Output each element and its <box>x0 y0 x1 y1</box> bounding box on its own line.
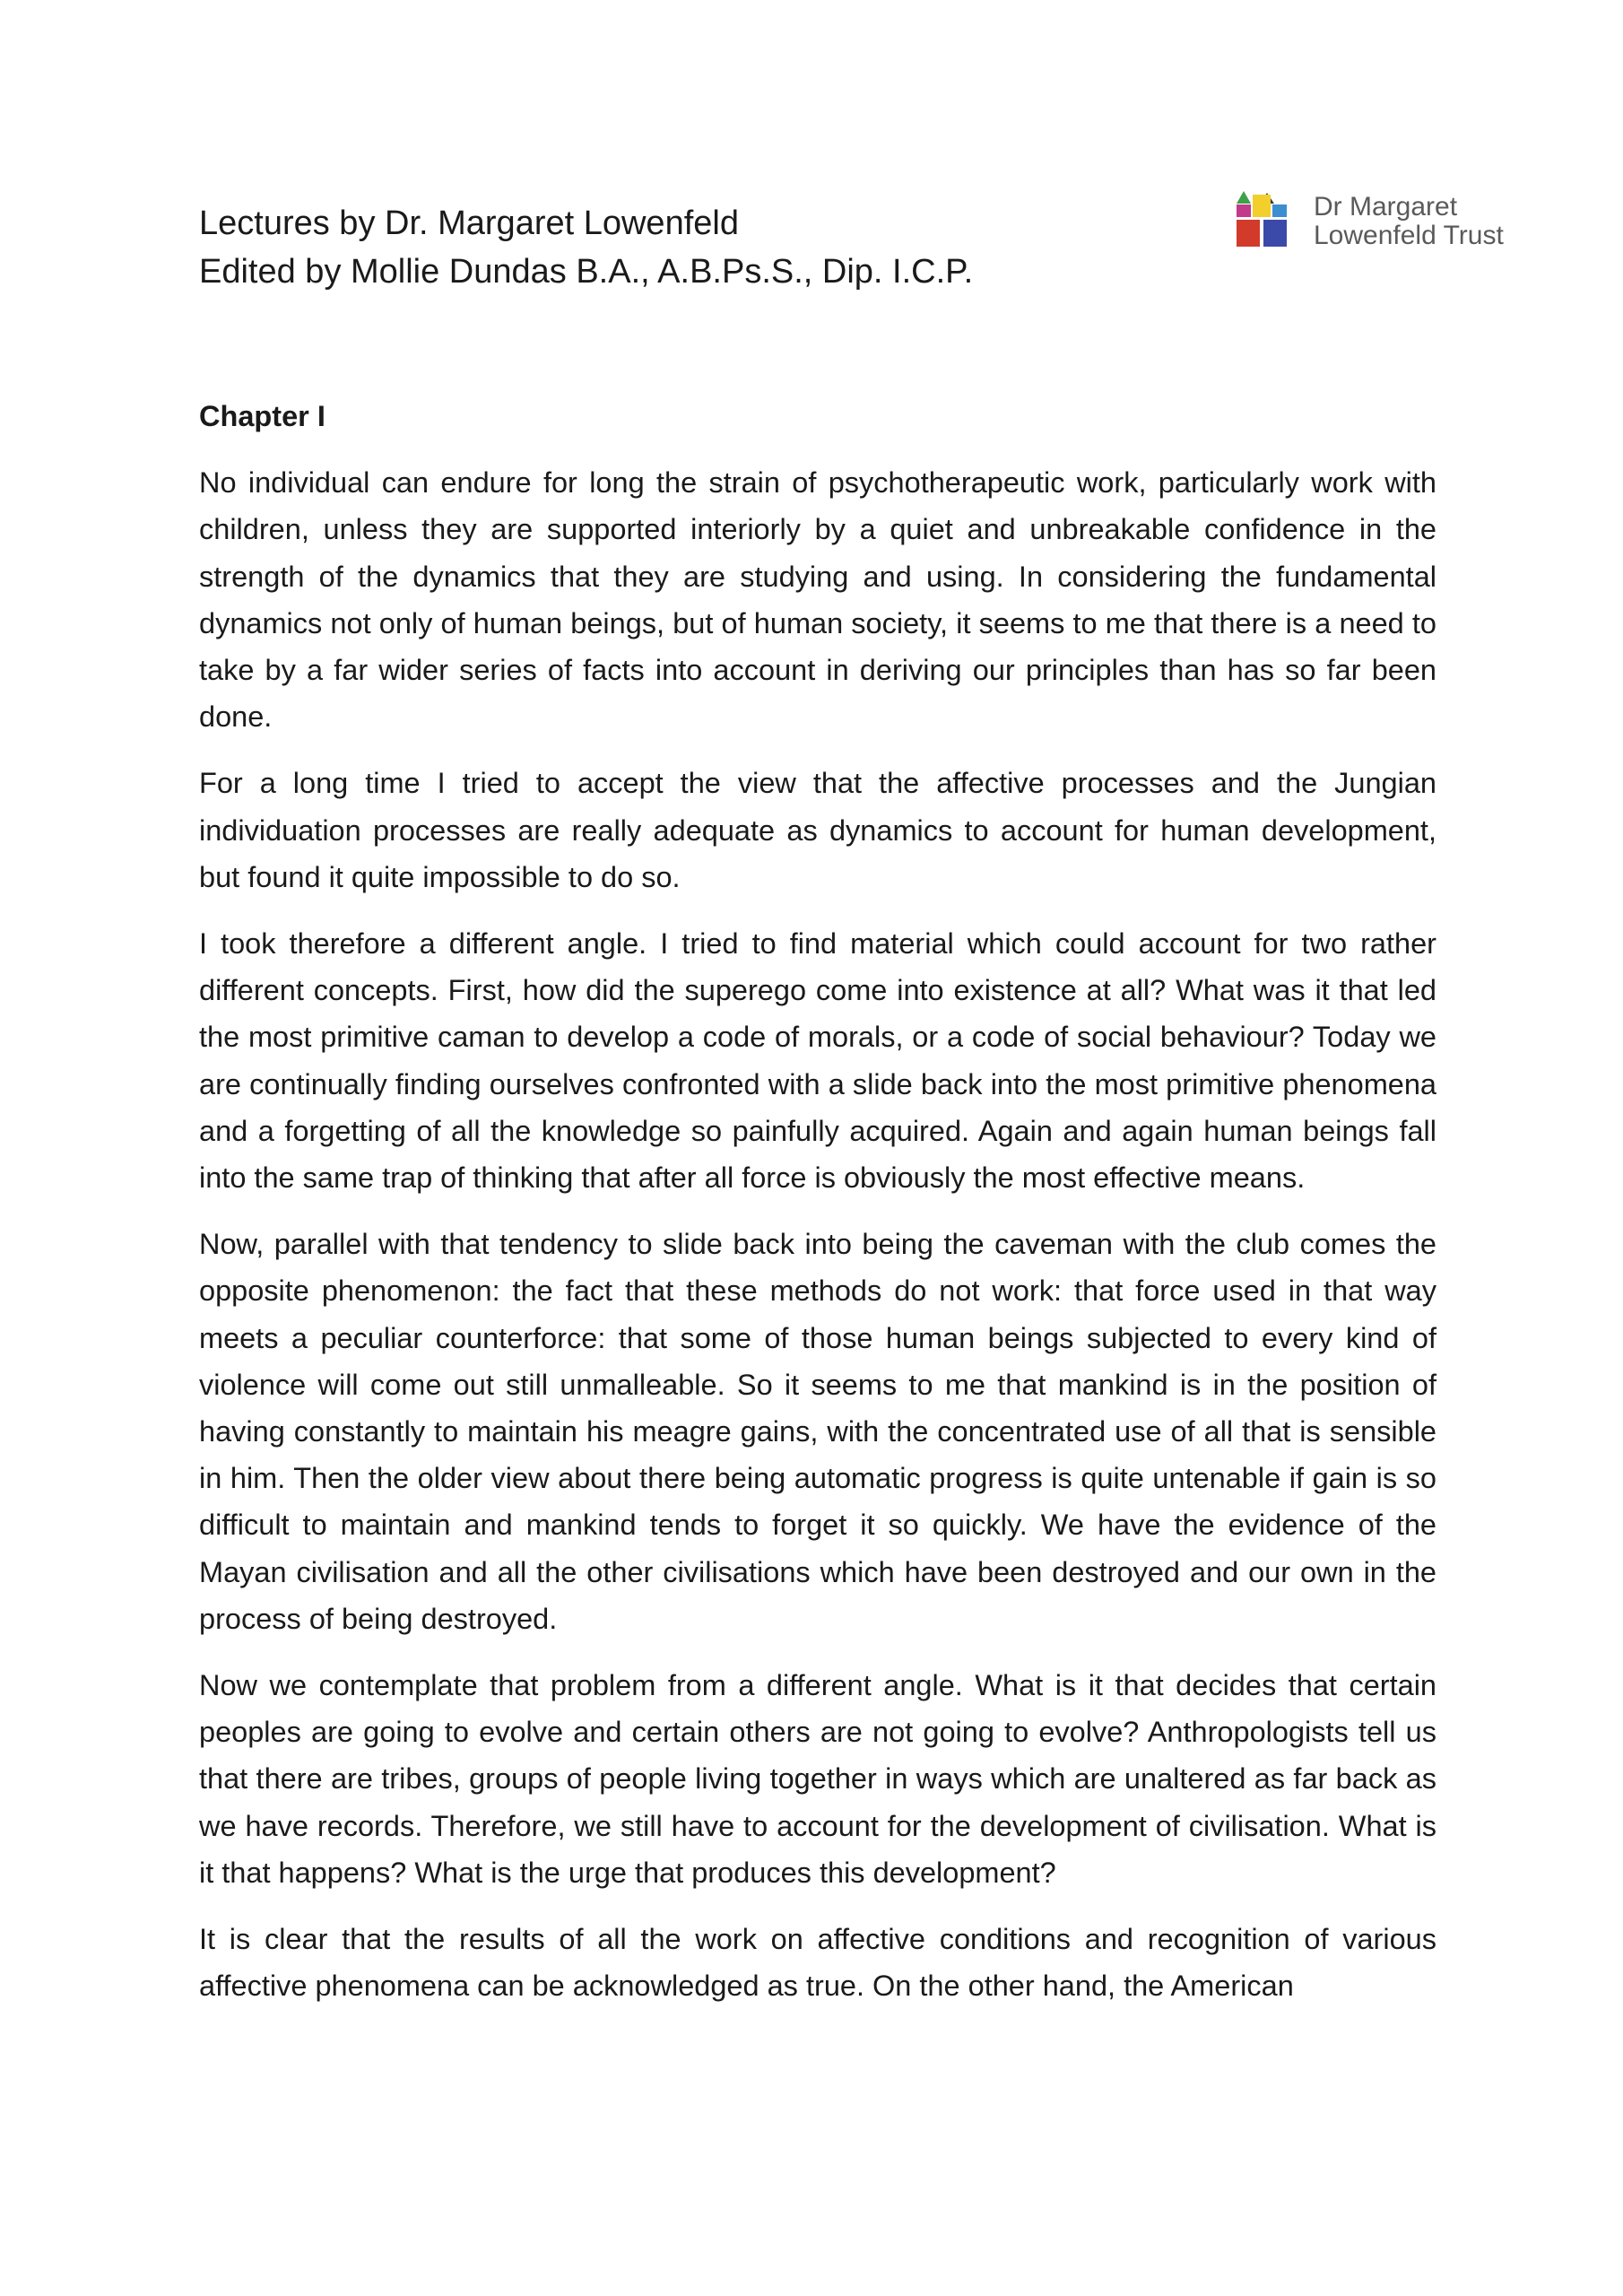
paragraph: Now we contemplate that problem from a different angle. What is it that decides that certain peoples are going to evolve and certain others are not going to evolve? Anthropologists tell us that there are tribes, groups of people living together in ways which are unaltered as far back as we have records. Therefore, we still have to account for the development of civilisation. What is it that happens? What is the urge that produces this development? <box>199 1669 1436 1889</box>
logo-text <box>1314 193 1504 250</box>
logo-line-1: Dr Margaret <box>1314 192 1458 222</box>
trust-logo <box>1233 184 1538 256</box>
paragraph: No individual can endure for long the strain of psychotherapeutic work, particularly work with children, unless they are supported interiorly by a quiet and unbreakable confidence in the strength of the dynamics that they are studying and using. In considering the fundamental dynamics not only of human beings, but of human society, it seems to me that there is a need to take by a far wider series of facts into account in deriving our principles than has so far been done. <box>199 466 1436 734</box>
logo-line-2: Lowenfeld Trust <box>1314 221 1504 250</box>
paragraph: It is clear that the results of all the work on affective conditions and recognition of various affective phenomena can be acknowledged as true. On the other hand, the American <box>199 1923 1436 2003</box>
paragraph: I took therefore a different angle. I tried to find material which could account for two rather different concepts. First, how did the superego come into existence at all? What was it that led the most primitive caman to develop a code of morals, or a code of social behaviour? Today we are continually finding ourselves confronted with a slide back into the most primitive phenomena and a forgetting of all the knowledge so painfully acquired. Again and again human beings fall into the same trap of thinking that after all force is obviously the most effective means. <box>199 927 1436 1195</box>
header-title: Lectures by Dr. Margaret Lowenfeld <box>199 204 739 242</box>
document-header <box>199 199 973 296</box>
paragraph: Now, parallel with that tendency to slide back into being the caveman with the club comes the opposite phenomenon: the fact that these methods do not work: that force used in that way meets a peculiar counterforce: that some of those human beings subjected to every kind of violence will come out still unmalleable. So it seems to me that mankind is in the position of having constantly to maintain his meagre gains, with the concentrated use of all that is sensible in him. Then the older view about there being automatic progress is quite untenable if gain is so difficult to maintain and mankind tends to forget it so quickly. We have the evidence of the Mayan civilisation and all the other civilisations which have been destroyed and our own in the process of being destroyed. <box>199 1228 1436 1635</box>
logo-blocks-icon <box>1233 184 1306 256</box>
paragraph: For a long time I tried to accept the view that the affective processes and the Jungian individuation processes are really adequate as dynamics to account for human development, but found it quite impossible to do so. <box>199 767 1436 893</box>
chapter-body <box>199 393 1436 2030</box>
chapter-heading: Chapter I <box>199 400 325 432</box>
header-editor: Edited by Mollie Dundas B.A., A.B.Ps.S., Dip. I.C.P. <box>199 253 974 291</box>
